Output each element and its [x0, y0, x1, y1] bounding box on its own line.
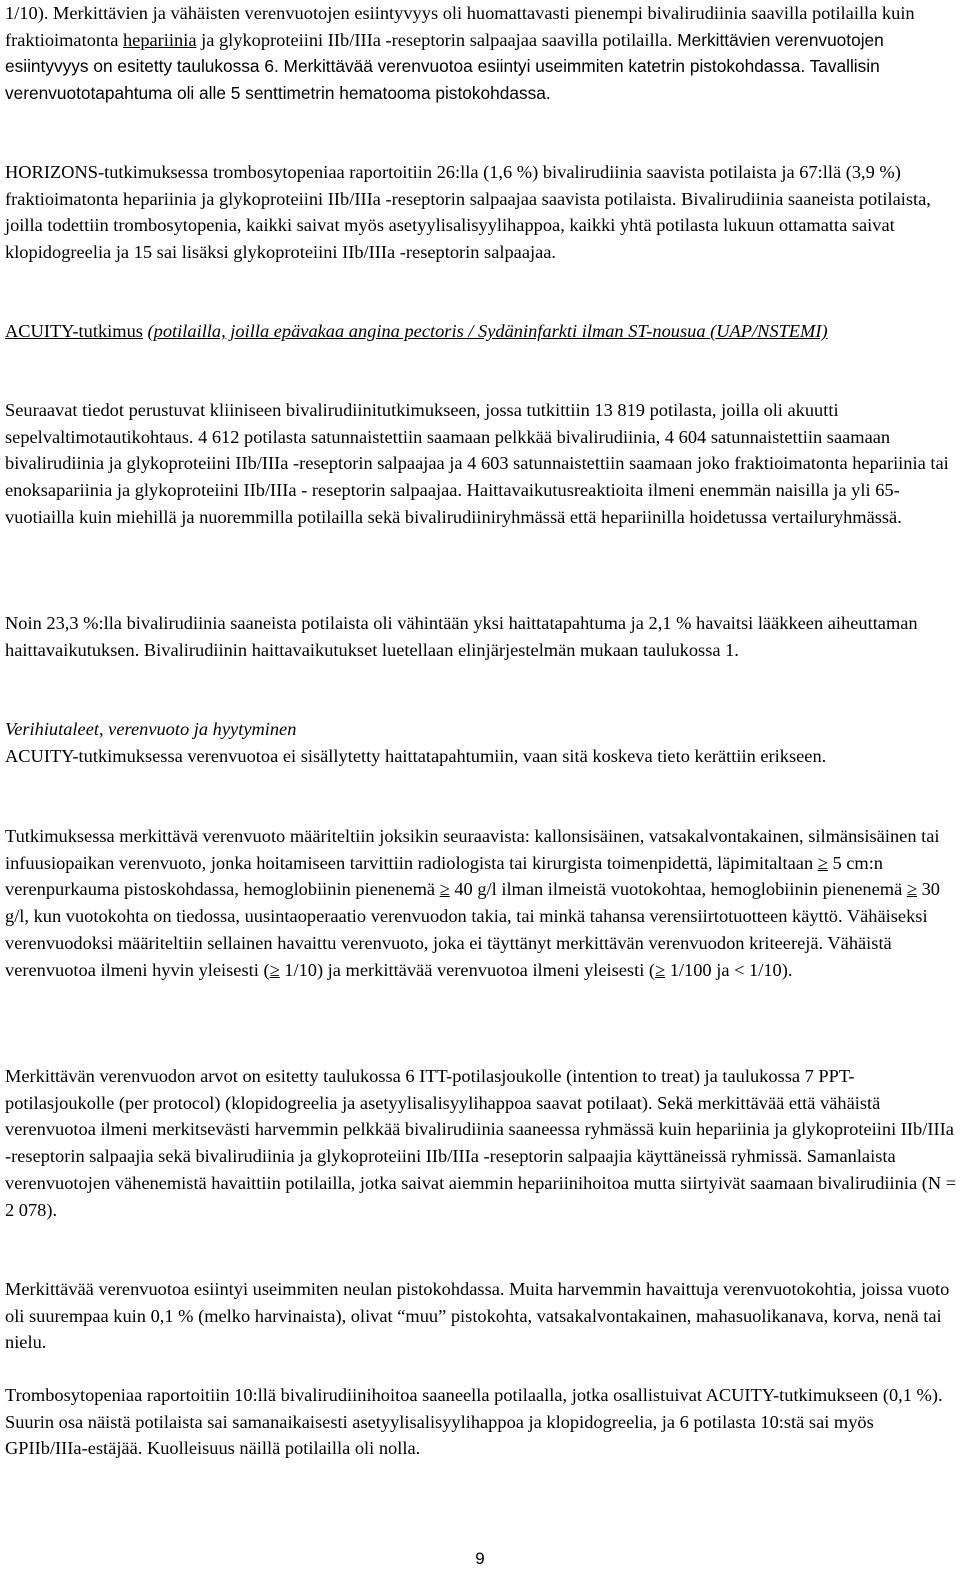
text-run: HORIZONS-tutkimuksessa trombosytopeniaa raportoitiin 26:lla (1,6 %) bivalirudiinia saavista potilaista ja 67:llä (3,9 %) fraktioimatonta hepariinia ja glykoproteiini IIb/IIIa -reseptorin salpaajaa saavista potilaista.: [5, 162, 901, 209]
text-run: Tutkimuksessa merkittävä verenvuoto määriteltiin joksikin seuraavista: kallonsisäinen, vatsakalvontakainen, silmänsisäinen tai infuusiopaikan verenvuoto, jonka hoitamiseen tarvittiin radiologista tai kirurgista toimenpidettä, läpimitaltaan: [5, 826, 940, 873]
heading-label: ACUITY-tutkimus: [5, 321, 143, 341]
paragraph-bleeding-sites: [5, 1276, 957, 1356]
paragraph-acuity-study: [5, 397, 957, 531]
link-hepariinia[interactable]: hepariinia: [122, 29, 197, 50]
heading-subtitle: (potilailla, joilla epävakaa angina pectoris / Sydäninfarkti ilman ST-nousua (UAP/NSTEMI): [147, 321, 828, 341]
text-run: Noin 23,3 %:lla bivalirudiinia saaneista potilaista oli vähintään yksi haittatapahtuma ja 2,1 % havaitsi lääkkeen aiheuttaman haittavaikutuksen. Bivalirudiinin haittavaikutukset luetellaan elinjärjestelmän mukaan taulukossa 1.: [5, 613, 918, 660]
ge-symbol: ≥: [655, 959, 666, 980]
text-run: Trombosytopeniaa raportoitiin 10:llä bivalirudiinihoitoa saaneella potilaalla, jotka osallistuivat ACUITY-tutkimukseen (0,1 %). Suurin osa näistä potilaista sai samanaikaisesti asetyylisalisyylihappoa ja klopidogreelia, ja 6 potilasta 10:stä sai myös GPIIb/IIIa-estäjää. Kuolleisuus näillä potilailla oli nolla.: [5, 1385, 943, 1459]
paragraph-bleeding-collection: [5, 743, 957, 770]
paragraph-bleeding-incidence: [5, 0, 957, 107]
ge-symbol: ≥: [439, 879, 450, 900]
text-run: ACUITY-tutkimuksessa verenvuotoa ei sisällytetty haittatapahtumiin, vaan sitä koskeva tieto kerättiin erikseen.: [5, 746, 827, 766]
paragraph-horizons-thrombocytopenia: [5, 159, 957, 266]
paragraph-bleeding-definition: [5, 823, 957, 983]
subheading-title: Verihiutaleet, verenvuoto ja hyytyminen: [5, 719, 297, 739]
text-run: Bivalirudiinia saaneista potilaista, joilla todettiin trombosytopenia, kaikki saivat myös asetyylisalisyylihappoa, kaikki yhtä potilasta lukuun ottamatta saivat klopidogreelia ja 15 sai lisäksi glykoproteiini IIb/IIIa -reseptorin salpaajaa.: [5, 188, 931, 263]
paragraph-adverse-events: [5, 610, 957, 663]
text-run: Seuraavat tiedot perustuvat kliiniseen bivalirudiinitutkimukseen, jossa tutkittiin 13 819 potilasta, joilla oli akuutti sepelvaltimotautikohtaus.: [5, 400, 839, 447]
text-run: Merkittävän verenvuodon arvot on esitetty taulukossa 6 ITT-potilasjoukolle (intention to treat) ja taulukossa 7 PPT-potilasjoukolle (per protocol) (klopidogreelia ja asetyylisalisyylihappoa saavat potilaat). Sekä merkittävää että vähäistä verenvuotoa ilmeni merkitsevästi harvemmin pelkkää bivalirudiinia saaneessa ryhmässä kuin hepariinia ja glykoproteiini IIb/IIIa -reseptorin salpaajia sekä bivalirudiinia ja glykoproteiini IIb/IIIa -reseptorin salpaajia käyttäneissä ryhmissä. Samanlaista verenvuotojen vähenemistä havaittiin potilailla, jotka saivat aiemmin hepariinihoitoa mutta siirtyivät saamaan bivalirudiinia (N = 2 078).: [5, 1066, 957, 1220]
ge-symbol: ≥: [269, 959, 280, 980]
text-run: 1/10). Merkittävien ja vähäisten verenvuotojen esiintyvyys oli huomattavasti pienempi bivalirudiinia saavilla potilailla kuin fraktioimatonta: [5, 3, 915, 50]
ge-symbol: ≥: [906, 879, 917, 900]
text-run: 4 612 potilasta satunnaistettiin saamaan pelkkää bivalirudiinia, 4 604 satunnaistettiin saamaan bivalirudiinia ja glykoproteiini IIb/IIIa -reseptorin salpaajaa ja 4 603 satunnaistettiin saamaan joko fraktioimatonta hepariinia tai enoksapariinia ja glykoproteiini IIb/IIIa - reseptorin salpaajaa. Haittavaikutusreaktioita ilmeni enemmän naisilla ja yli 65-vuotiailla kuin miehillä ja nuoremmilla potilailla sekä bivalirudiiniryhmässä että hepariinilla hoidetussa vertailuryhmässä.: [5, 426, 949, 527]
text-run: 1/10) ja merkittävää verenvuotoa ilmeni yleisesti (: [279, 959, 656, 980]
paragraph-major-bleeding-tables: [5, 1063, 957, 1223]
text-run: 5 cm:n verenpurkauma pistoskohdassa, hemoglobiinin pienenemä: [5, 852, 884, 900]
text-run: 1/100 ja < 1/10).: [665, 959, 793, 980]
text-run: Merkittävien verenvuotojen esiintyvyys on esitetty taulukossa 6. Merkittävää verenvuotoa esiintyi useimmiten katetrin pistokohdassa. Tavallisin verenvuototapahtuma oli alle 5 senttimetrin hematooma pistokohdassa.: [5, 29, 884, 104]
subheading-bleeding: [5, 716, 957, 743]
text-run: 30 g/l, kun vuotokohta on tiedossa, uusintaoperaatio verenvuodon takia, tai minkä tahansa verensiirtotuotteen käyttö. Vähäiseksi verenvuodoksi määriteltiin sellainen havaittu verenvuoto, joka ei täyttänyt merkittävän verenvuodon kriteerejä. Vähäistä verenvuotoa ilmeni hyvin yleisesti (: [5, 879, 940, 980]
text-run: ja glykoproteiini IIb/IIIa -reseptorin salpaajaa saavilla potilailla.: [196, 29, 673, 50]
heading-acuity: [5, 318, 957, 345]
paragraph-acuity-thrombocytopenia: [5, 1382, 957, 1462]
ge-symbol: ≥: [817, 852, 828, 873]
text-run: Merkittävää verenvuotoa esiintyi useimmiten neulan pistokohdassa. Muita harvemmin havaittuja verenvuotokohtia, joissa vuoto oli suurempaa kuin 0,1 % (melko harvinaista), olivat “muu” pistokohta, vatsakalvontakainen, mahasuolikanava, korva, nenä tai nielu.: [5, 1279, 950, 1353]
page-number: 9: [475, 1549, 485, 1568]
text-run: 40 g/l ilman ilmeistä vuotokohtaa, hemoglobiinin pienenemä: [449, 879, 907, 900]
